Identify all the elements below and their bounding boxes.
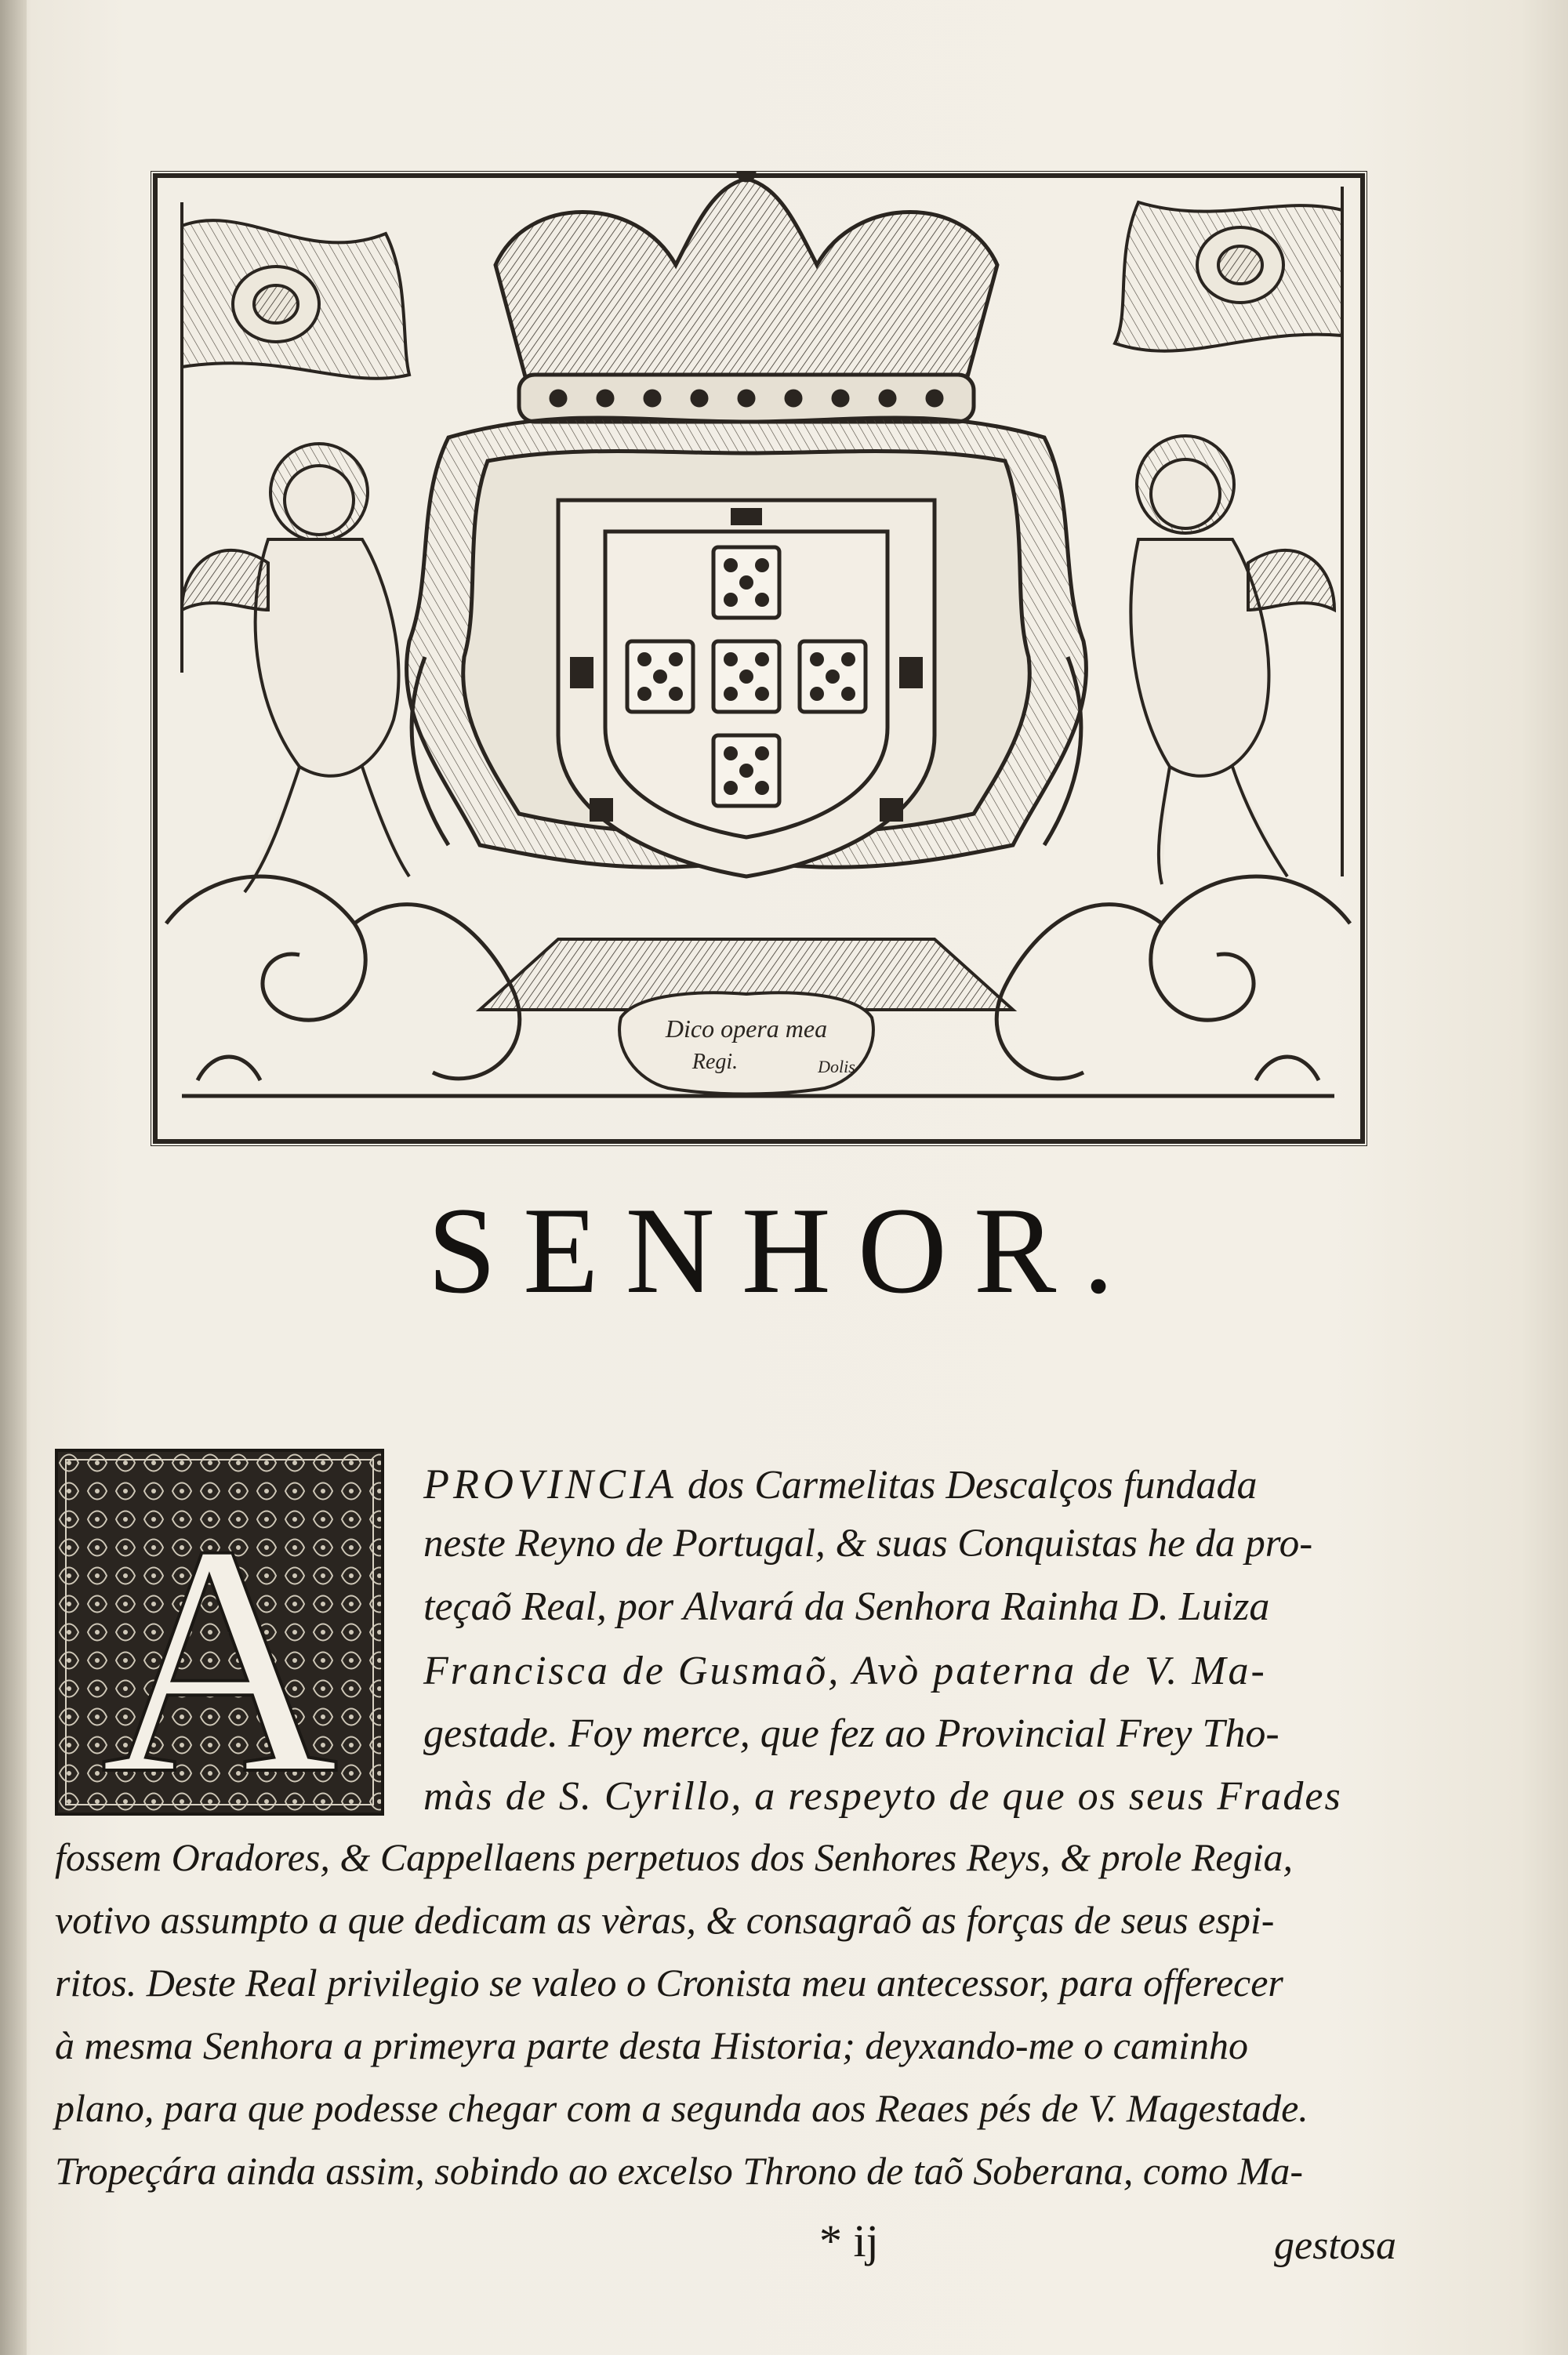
page-gutter xyxy=(0,0,27,2355)
motto-line-2: Regi. xyxy=(691,1050,739,1074)
left-cherub xyxy=(182,444,409,892)
portuguese-shield xyxy=(558,500,935,876)
body-line-12: Tropeçára ainda assim, sobindo ao excelso Throno de taõ Soberana, como Ma- xyxy=(55,2149,1304,2193)
page-title: SENHOR. xyxy=(427,1182,1141,1319)
body-line-2: neste Reyno de Portugal, & suas Conquistas he da pro- xyxy=(423,1522,1313,1566)
body-line-8: votivo assumpto a que dedicam as vèras, & consagraõ as forças de seus espi- xyxy=(55,1898,1275,1942)
initial-letter: A xyxy=(100,1477,339,1816)
body-line-1-caps: PROVINCIA xyxy=(423,1461,677,1508)
catchword: gestosa xyxy=(1274,2223,1396,2268)
decorated-initial-a xyxy=(55,1449,384,1816)
right-cherub xyxy=(1131,436,1334,884)
body-line-5: gestade. Foy merce, que fez ao Provincial Frey Tho- xyxy=(423,1711,1279,1756)
royal-crown xyxy=(495,171,997,422)
body-line-11: plano, para que podesse chegar com a segunda aos Reaes pés de V. Magestade. xyxy=(55,2086,1308,2130)
body-line-1 xyxy=(423,1460,1257,1508)
signature-mark: * ij xyxy=(819,2215,879,2266)
body-line-3: teçaõ Real, por Alvará da Senhora Rainha D. Luiza xyxy=(423,1584,1270,1629)
bleed-through xyxy=(55,63,1497,110)
royal-coat-of-arms-engraving xyxy=(151,171,1367,1146)
motto-cartouche xyxy=(619,992,873,1094)
right-flag xyxy=(1115,187,1342,876)
body-line-9: ritos. Deste Real privilegio se valeo o Cronista meu antecessor, para offerecer xyxy=(55,1961,1283,2005)
body-line-1-rest: dos Carmelitas Descalços fundada xyxy=(687,1463,1258,1508)
motto-line-1: Dico opera mea xyxy=(665,1014,828,1043)
body-line-10: à mesma Senhora a primeyra parte desta Historia; deyxando-me o caminho xyxy=(55,2023,1248,2067)
body-line-6: màs de S. Cyrillo, a respeyto de que os seus Frades xyxy=(423,1774,1342,1819)
body-line-7: fossem Oradores, & Cappellaens perpetuos dos Senhores Reys, & prole Regia, xyxy=(55,1835,1293,1879)
engraver-signature: Dolis xyxy=(818,1057,855,1076)
body-line-4: Francisca de Gusmaõ, Avò paterna de V. Ma- xyxy=(423,1649,1267,1693)
